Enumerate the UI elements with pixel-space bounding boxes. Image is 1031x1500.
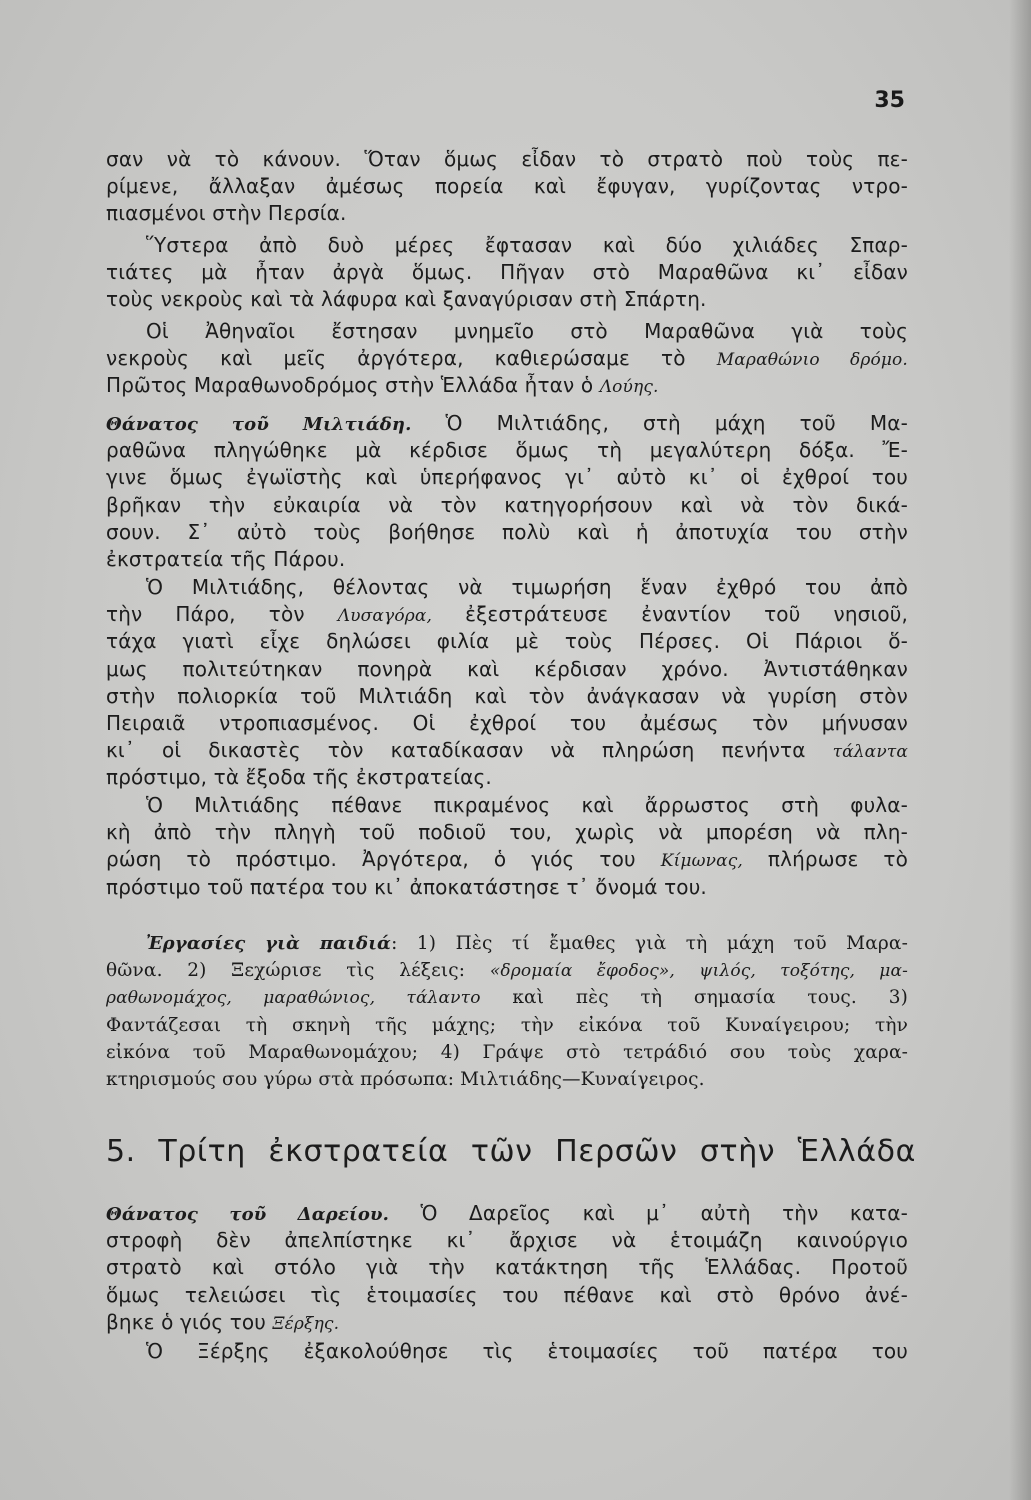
text-line: Ὁ Ξέρξης ἐξακολούθησε τὶς ἑτοιμασίες τοῦ πατέρα του <box>146 1339 908 1363</box>
text-line: σαν νὰ τὸ κάνουν. Ὅταν ὅμως εἶδαν τὸ στρατὸ ποὺ τοὺς πε- <box>106 147 908 171</box>
text-line: θῶνα. 2) Ξεχώρισε τὶς λέξεις: «δρομαία ἔφοδος», ψιλός, τοξότης, μα- <box>106 960 908 982</box>
italic-term: Μαραθώνιο δρόμο. <box>716 350 908 371</box>
italic-term: Κίμωνας, <box>660 851 743 872</box>
text-line: πρόστιμο τοῦ πατέρα του κι᾿ ἀποκατάστησε τ᾿ ὄνομά του. <box>106 874 707 899</box>
paragraph-7 <box>106 1200 908 1336</box>
text-line: Πρῶτος Μαραθωνοδρόμος στὴν Ἑλλάδα ἦταν ὁ Λούης. <box>106 373 659 398</box>
text-line: Ὁ Μιλτιάδης, θέλοντας νὰ τιμωρήση ἕναν ἐχθρό του ἀπὸ <box>146 575 908 599</box>
subheading: Θάνατος τοῦ Δαρείου. <box>106 1204 390 1225</box>
text-line: πιασμένοι στὴν Περσία. <box>106 201 347 226</box>
italic-term: Λυσαγόρα, <box>337 606 433 627</box>
page-edge-shadow <box>1009 0 1031 1500</box>
italic-term: τάλαντα <box>832 742 908 763</box>
text-line: Ἐργασίες γιὰ παιδιά: 1) Πὲς τί ἔμαθες γιὰ τὴ μάχη τοῦ Μαρα- <box>146 933 908 954</box>
text-line: κτηρισμούς σου γύρω στὰ πρόσωπα: Μιλτιάδης—Κυναίγειρος. <box>106 1068 705 1090</box>
text-line: τάχα γιατὶ εἶχε δηλώσει φιλία μὲ τοὺς Πέρσες. Οἱ Πάριοι ὅ- <box>106 629 908 654</box>
text-line: βηκε ὁ γιός του Ξέρξης. <box>106 1309 340 1334</box>
text-line: ἐκστρατεία τῆς Πάρου. <box>106 546 346 571</box>
text-line: Πειραιᾶ ντροπιασμένος. Οἱ ἐχθροί του ἀμέσως τὸν μήνυσαν <box>106 710 908 735</box>
text-line: στὴν πολιορκία τοῦ Μιλτιάδη καὶ τὸν ἀνάγκασαν νὰ γυρίση στὸν <box>106 683 908 708</box>
text-line: γινε ὅμως ἐγωϊστὴς καὶ ὑπερήφανος γι᾿ αὐτὸ κι᾿ οἱ ἐχθροί του <box>106 465 908 490</box>
paragraph-5 <box>106 574 908 792</box>
italic-term: Ξέρξης. <box>272 1313 340 1334</box>
italic-term: «δρομαία ἔφοδος», ψιλός, τοξότης, μα- <box>489 961 908 982</box>
text-line: τιάτες μὰ ἦταν ἀργὰ ὅμως. Πῆγαν στὸ Μαραθῶνα κι᾿ εἶδαν <box>106 260 908 285</box>
text-line: Οἱ Ἀθηναῖοι ἔστησαν μνημεῖο στὸ Μαραθῶνα γιὰ τοὺς <box>146 319 908 343</box>
text-line: Ὁ Μιλτιάδης πέθανε πικραμένος καὶ ἄρρωστος στὴ φυλα- <box>146 793 908 817</box>
subheading: Θάνατος τοῦ Μιλτιάδη. <box>106 414 412 435</box>
text-line: ὅμως τελειώσει τὶς ἑτοιμασίες του πέθανε καὶ στὸ θρόνο ἀνέ- <box>106 1282 908 1307</box>
text-line: ραθωνομάχος, μαραθώνιος, τάλαντο καὶ πὲς τὴ σημασία τους. 3) <box>106 987 908 1009</box>
text-line: κὴ ἀπὸ τὴν πληγὴ τοῦ ποδιοῦ του, χωρὶς νὰ μπορέση νὰ πλη- <box>106 820 908 845</box>
paragraph-6 <box>106 792 908 901</box>
paragraph-4 <box>106 410 908 573</box>
text-line: Φαντάζεσαι τὴ σκηνὴ τῆς μάχης; τὴν εἰκόνα τοῦ Κυναίγειρου; τὴν <box>106 1014 908 1036</box>
text-line: ρώση τὸ πρόστιμο. Ἀργότερα, ὁ γιός του Κίμωνας, πλήρωσε τὸ <box>106 847 908 872</box>
exercises-block <box>106 930 908 1093</box>
text-line: Θάνατος τοῦ Δαρείου. Ὁ Δαρεῖος καὶ μ᾿ αὐτὴ τὴν κατα- <box>106 1201 908 1225</box>
text-line: εἰκόνα τοῦ Μαραθωνομάχου; 4) Γράψε στὸ τετράδιό σου τοὺς χαρα- <box>106 1041 908 1063</box>
page-number: 35 <box>874 88 905 113</box>
exercises-heading: Ἐργασίες γιὰ παιδιά <box>146 933 392 954</box>
text-line: μως πολιτεύτηκαν πονηρὰ καὶ κέρδισαν χρόνο. Ἀντιστάθηκαν <box>106 656 908 681</box>
text-line: σουν. Σ᾿ αὐτὸ τοὺς βοήθησε πολὺ καὶ ἡ ἀποτυχία του στὴν <box>106 519 908 544</box>
text-line: τὴν Πάρο, τὸν Λυσαγόρα, ἐξεστράτευσε ἐναντίον τοῦ νησιοῦ, <box>106 602 908 627</box>
paragraph-1 <box>106 146 908 228</box>
text-line: τοὺς νεκροὺς καὶ τὰ λάφυρα καὶ ξαναγύρισαν στὴ Σπάρτη. <box>106 287 707 312</box>
text-line: βρῆκαν τὴν εὐκαιρία νὰ τὸν κατηγορήσουν καὶ νὰ τὸν δικά- <box>106 492 908 517</box>
text-line: Θάνατος τοῦ Μιλτιάδη. Ὁ Μιλτιάδης, στὴ μάχη τοῦ Μα- <box>106 411 908 435</box>
italic-term: ραθωνομάχος, μαραθώνιος, τάλαντο <box>106 988 481 1009</box>
text-line: κι᾿ οἱ δικαστὲς τὸν καταδίκασαν νὰ πληρώση πενήντα τάλαντα <box>106 738 908 763</box>
paragraph-2 <box>106 232 908 314</box>
paragraph-3 <box>106 318 908 400</box>
text-line: στροφὴ δὲν ἀπελπίστηκε κι᾿ ἄρχισε νὰ ἑτοιμάζη καινούργιο <box>106 1228 908 1253</box>
text-line: ραθῶνα πληγώθηκε μὰ κέρδισε ὅμως τὴ μεγαλύτερη δόξα. Ἔ- <box>106 438 908 463</box>
paragraph-8 <box>106 1338 908 1365</box>
text-line: στρατὸ καὶ στόλο γιὰ τὴν κατάκτηση τῆς Ἑλλάδας. Προτοῦ <box>106 1255 908 1280</box>
text-line: ρίμενε, ἄλλαξαν ἀμέσως πορεία καὶ ἔφυγαν, γυρίζοντας ντρο- <box>106 174 908 199</box>
italic-term: Λούης. <box>599 377 659 398</box>
section-title: 5. Τρίτη ἐκστρατεία τῶν Περσῶν στὴν Ἑλλάδα <box>106 1134 916 1169</box>
text-line: νεκροὺς καὶ μεῖς ἀργότερα, καθιερώσαμε τὸ Μαραθώνιο δρόμο. <box>106 346 908 371</box>
text-line: Ὕστερα ἀπὸ δυὸ μέρες ἔφτασαν καὶ δύο χιλιάδες Σπαρ- <box>146 233 908 257</box>
text-line: πρόστιμο, τὰ ἔξοδα τῆς ἐκστρατείας. <box>106 765 492 790</box>
